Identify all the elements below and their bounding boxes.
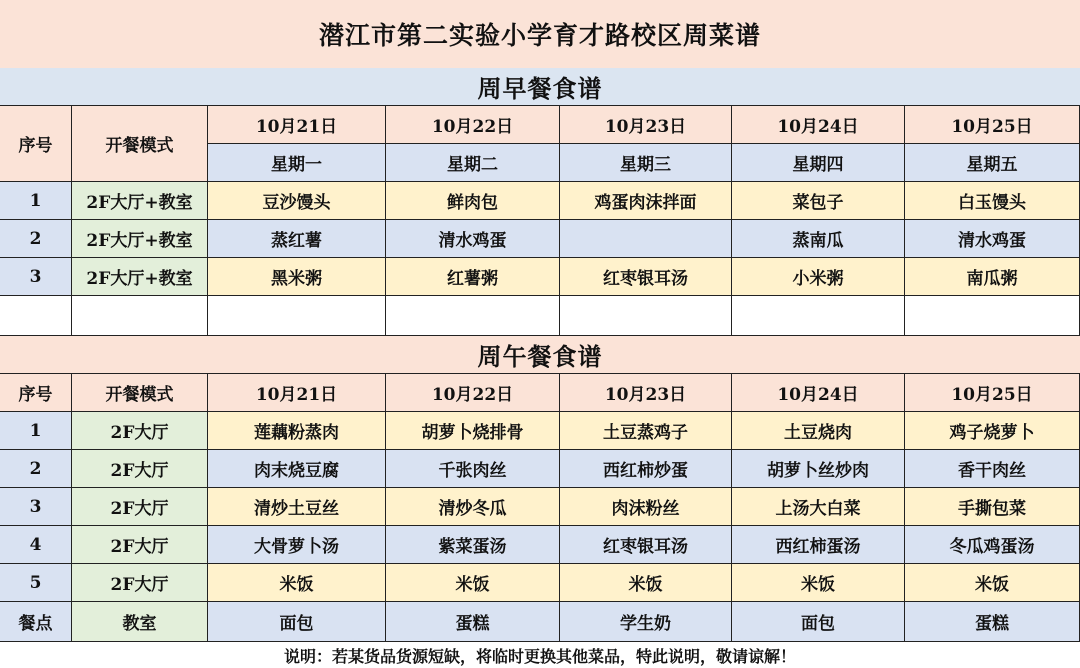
row-number: 2 [0, 220, 72, 258]
menu-item: 胡萝卜烧排骨 [386, 412, 560, 450]
table-row [0, 296, 1080, 336]
menu-item: 手撕包菜 [905, 488, 1080, 526]
menu-item: 米饭 [905, 564, 1080, 602]
menu-item: 黑米粥 [208, 258, 386, 296]
menu-item: 大骨萝卜汤 [208, 526, 386, 564]
menu-item: 面包 [208, 602, 386, 642]
breakfast-weekday: 星期四 [732, 144, 905, 182]
menu-item: 学生奶 [560, 602, 732, 642]
breakfast-weekday: 星期三 [560, 144, 732, 182]
breakfast-section-title: 周早餐食谱 [0, 68, 1080, 106]
menu-item: 米饭 [386, 564, 560, 602]
breakfast-no-header: 序号 [0, 106, 72, 182]
menu-item: 清水鸡蛋 [905, 220, 1080, 258]
breakfast-date: 10月23日 [560, 106, 732, 144]
menu-item [560, 220, 732, 258]
table-row [0, 526, 1080, 564]
row-number: 5 [0, 564, 72, 602]
menu-item: 面包 [732, 602, 905, 642]
menu-item: 土豆烧肉 [732, 412, 905, 450]
serving-mode: 2F大厅 [72, 488, 208, 526]
table-row [0, 450, 1080, 488]
menu-item: 鸡子烧萝卜 [905, 412, 1080, 450]
menu-item: 米饭 [732, 564, 905, 602]
menu-item: 红薯粥 [386, 258, 560, 296]
lunch-date: 10月23日 [560, 374, 732, 412]
menu-item: 莲藕粉蒸肉 [208, 412, 386, 450]
menu-item [208, 296, 386, 336]
breakfast-weekday: 星期一 [208, 144, 386, 182]
menu-item: 肉末烧豆腐 [208, 450, 386, 488]
table-row [0, 602, 1080, 642]
menu-item: 香干肉丝 [905, 450, 1080, 488]
lunch-date: 10月22日 [386, 374, 560, 412]
lunch-section-title: 周午餐食谱 [0, 336, 1080, 374]
menu-item: 米饭 [560, 564, 732, 602]
serving-mode: 2F大厅 [72, 526, 208, 564]
menu-item: 鸡蛋肉沫拌面 [560, 182, 732, 220]
row-number: 1 [0, 182, 72, 220]
row-number: 4 [0, 526, 72, 564]
menu-item: 肉沫粉丝 [560, 488, 732, 526]
serving-mode: 2F大厅 [72, 564, 208, 602]
breakfast-mode-header: 开餐模式 [72, 106, 208, 182]
table-row [0, 258, 1080, 296]
menu-item: 冬瓜鸡蛋汤 [905, 526, 1080, 564]
menu-item [386, 296, 560, 336]
table-row [0, 182, 1080, 220]
menu-item: 蒸南瓜 [732, 220, 905, 258]
breakfast-date: 10月25日 [905, 106, 1080, 144]
menu-item: 紫菜蛋汤 [386, 526, 560, 564]
menu-item: 米饭 [208, 564, 386, 602]
breakfast-weekday: 星期二 [386, 144, 560, 182]
row-number: 1 [0, 412, 72, 450]
menu-item: 蛋糕 [386, 602, 560, 642]
row-number: 3 [0, 488, 72, 526]
lunch-mode-header: 开餐模式 [72, 374, 208, 412]
menu-item: 清炒土豆丝 [208, 488, 386, 526]
menu-item: 红枣银耳汤 [560, 526, 732, 564]
serving-mode: 2F大厅+教室 [72, 182, 208, 220]
breakfast-weekday-row [0, 144, 1080, 182]
menu-item: 红枣银耳汤 [560, 258, 732, 296]
serving-mode: 2F大厅 [72, 412, 208, 450]
lunch-header [0, 374, 1080, 412]
menu-item: 西红柿蛋汤 [732, 526, 905, 564]
menu-item: 土豆蒸鸡子 [560, 412, 732, 450]
serving-mode: 教室 [72, 602, 208, 642]
menu-item: 上汤大白菜 [732, 488, 905, 526]
menu-item: 清水鸡蛋 [386, 220, 560, 258]
serving-mode [72, 296, 208, 336]
menu-item: 千张肉丝 [386, 450, 560, 488]
menu-item [560, 296, 732, 336]
lunch-date: 10月25日 [905, 374, 1080, 412]
menu-item: 西红柿炒蛋 [560, 450, 732, 488]
breakfast-date: 10月22日 [386, 106, 560, 144]
menu-item: 豆沙馒头 [208, 182, 386, 220]
serving-mode: 2F大厅+教室 [72, 258, 208, 296]
breakfast-date: 10月21日 [208, 106, 386, 144]
table-row [0, 564, 1080, 602]
menu-item [905, 296, 1080, 336]
table-row [0, 488, 1080, 526]
breakfast-date-row [0, 106, 1080, 144]
menu-item: 蛋糕 [905, 602, 1080, 642]
breakfast-weekday: 星期五 [905, 144, 1080, 182]
menu-item: 清炒冬瓜 [386, 488, 560, 526]
row-number [0, 296, 72, 336]
menu-item: 胡萝卜丝炒肉 [732, 450, 905, 488]
menu-item: 菜包子 [732, 182, 905, 220]
menu-item: 白玉馒头 [905, 182, 1080, 220]
footer-note: 说明：若某货品货源短缺，将临时更换其他菜品，特此说明，敬请谅解！ [0, 642, 1080, 668]
serving-mode: 2F大厅 [72, 450, 208, 488]
menu-item: 鲜肉包 [386, 182, 560, 220]
row-number: 3 [0, 258, 72, 296]
lunch-date: 10月21日 [208, 374, 386, 412]
menu-item [732, 296, 905, 336]
table-row [0, 412, 1080, 450]
row-number: 餐点 [0, 602, 72, 642]
table-row [0, 220, 1080, 258]
row-number: 2 [0, 450, 72, 488]
page-title: 潜江市第二实验小学育才路校区周菜谱 [0, 0, 1080, 70]
menu-item: 南瓜粥 [905, 258, 1080, 296]
breakfast-date: 10月24日 [732, 106, 905, 144]
serving-mode: 2F大厅+教室 [72, 220, 208, 258]
menu-item: 小米粥 [732, 258, 905, 296]
lunch-date: 10月24日 [732, 374, 905, 412]
menu-item: 蒸红薯 [208, 220, 386, 258]
lunch-no-header: 序号 [0, 374, 72, 412]
